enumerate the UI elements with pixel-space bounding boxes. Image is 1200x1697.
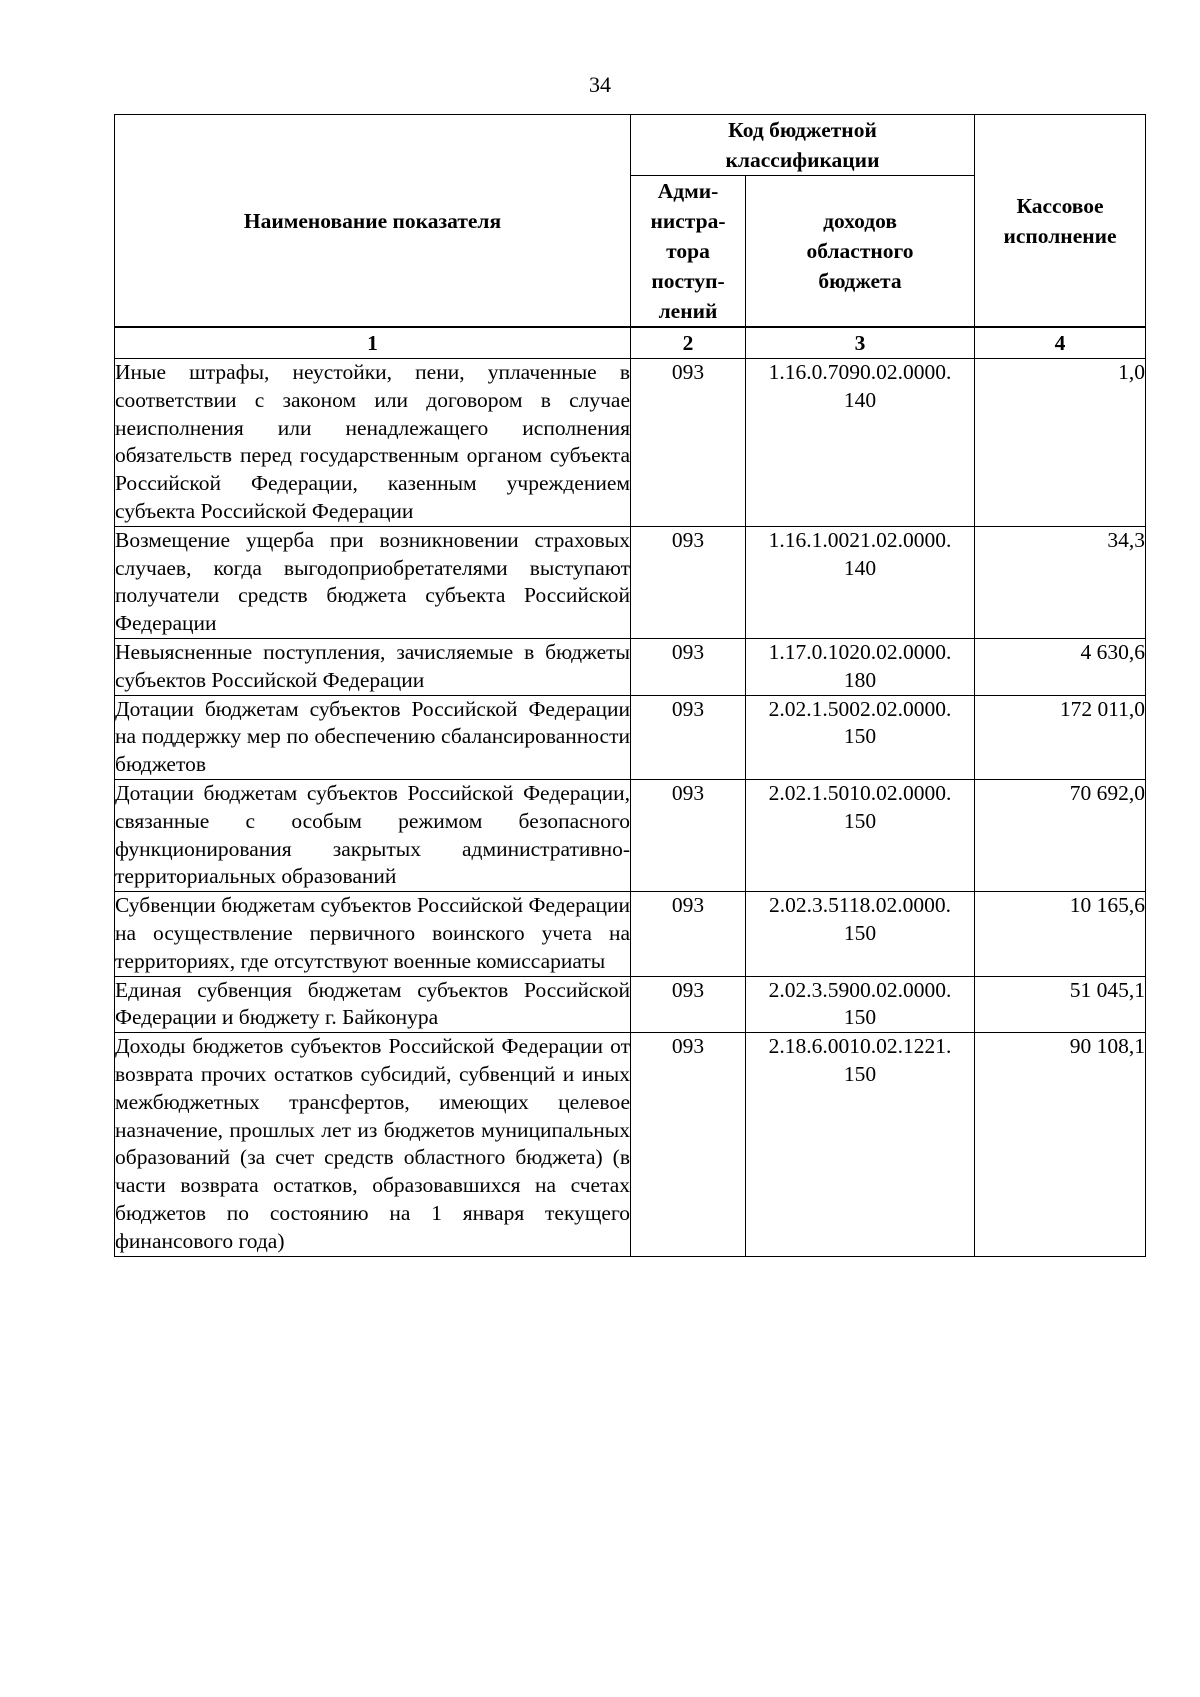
income-code-part-2: 150: [843, 1061, 877, 1086]
table-row: [115, 779, 1146, 891]
header-cash-execution: [975, 115, 1146, 328]
income-code: [746, 359, 975, 527]
income-code-part-1: 2.02.3.5900.02.0000.: [768, 977, 952, 1002]
header-admin-line-1: Адми-: [657, 179, 719, 203]
cash-execution-amount: 34,3: [975, 526, 1146, 638]
header-budget-classification-code: [631, 115, 975, 176]
header-revenue-administrator: [631, 176, 746, 328]
administrator-code: 093: [631, 779, 746, 891]
income-code-part-2: 180: [843, 667, 877, 692]
column-number-row: [115, 327, 1146, 359]
column-number: 3: [746, 327, 975, 359]
administrator-code: 093: [631, 892, 746, 976]
cash-execution-amount: 1,0: [975, 359, 1146, 527]
income-code: [746, 695, 975, 779]
income-code: [746, 976, 975, 1033]
header-income-line-1: доходов: [823, 209, 897, 233]
table-body: [115, 359, 1146, 1257]
income-code-part-2: 150: [843, 920, 877, 945]
income-code-part-1: 2.02.3.5118.02.0000.: [769, 893, 951, 918]
table-row: [115, 1033, 1146, 1256]
indicator-name: Невыясненные поступления, зачисляемые в бюджеты субъектов Российской Федерации: [115, 638, 631, 695]
cash-execution-amount: 10 165,6: [975, 892, 1146, 976]
header-exec-line-1: Кассовое: [1016, 193, 1104, 218]
header-admin-line-4: поступ-: [651, 269, 725, 293]
income-code-part-1: 2.18.6.0010.02.1221.: [768, 1034, 952, 1059]
income-code: [746, 779, 975, 891]
header-admin-line-5: лений: [658, 299, 718, 323]
income-code-part-1: 1.16.0.7090.02.0000.: [768, 360, 952, 384]
administrator-code: 093: [631, 359, 746, 527]
header-group-line-2: классификации: [725, 148, 880, 172]
income-code: [746, 638, 975, 695]
income-code-part-2: 140: [843, 555, 877, 580]
table-row: [115, 976, 1146, 1033]
indicator-name: Доходы бюджетов субъектов Российской Федерации от возврата прочих остатков субсидий, субвенций и иных межбюджетных трансфертов, имеющих целевое назначение, прошлых лет из бюджетов муниципальных образований (за счет средств областного бюджета) (в части возврата остатков, образовавшихся на счетах бюджетов по состоянию на 1 января текущего финансового года): [115, 1033, 631, 1256]
administrator-code: 093: [631, 638, 746, 695]
indicator-name: Дотации бюджетам субъектов Российской Федерации на поддержку мер по обеспечению сбалансированности бюджетов: [115, 695, 631, 779]
column-number: 1: [115, 327, 631, 359]
cash-execution-amount: 70 692,0: [975, 779, 1146, 891]
cash-execution-amount: 90 108,1: [975, 1033, 1146, 1256]
administrator-code: 093: [631, 695, 746, 779]
indicator-name: Возмещение ущерба при возникновении страховых случаев, когда выгодоприобретателями выступают получатели средств бюджета субъекта Российской Федерации: [115, 526, 631, 638]
header-income-line-3: бюджета: [818, 269, 902, 293]
income-code: [746, 526, 975, 638]
page-number: 34: [589, 72, 611, 97]
income-code-part-1: 2.02.1.5010.02.0000.: [768, 780, 952, 805]
header-admin-line-2: нистра-: [650, 209, 726, 233]
table-row: [115, 892, 1146, 976]
cash-execution-amount: 51 045,1: [975, 976, 1146, 1033]
header-income-line-2: областного: [806, 239, 914, 263]
income-code: [746, 1033, 975, 1256]
table-row: [115, 695, 1146, 779]
column-number: 2: [631, 327, 746, 359]
income-code-part-2: 150: [843, 1005, 877, 1030]
header-group-line-1: Код бюджетной: [728, 118, 877, 142]
header-indicator-name: Наименование показателя: [115, 115, 631, 328]
indicator-name: Единая субвенция бюджетам субъектов Российской Федерации и бюджету г. Байконура: [115, 976, 631, 1033]
table-row: [115, 526, 1146, 638]
income-code-part-2: 150: [843, 808, 877, 833]
indicator-name: Дотации бюджетам субъектов Российской Федерации, связанные с особым режимом безопасного функционирования закрытых административно-территориальных образований: [115, 779, 631, 891]
header-exec-line-2: исполнение: [1003, 223, 1117, 248]
table-row: [115, 638, 1146, 695]
table-header: [115, 115, 1146, 359]
income-code-part-1: 1.17.0.1020.02.0000.: [768, 639, 952, 664]
header-admin-line-3: тора: [666, 239, 710, 263]
income-code-part-2: 150: [843, 724, 877, 749]
indicator-name: Субвенции бюджетам субъектов Российской Федерации на осуществление первичного воинского учета на территориях, где отсутствуют военные комиссариаты: [115, 892, 631, 976]
administrator-code: 093: [631, 976, 746, 1033]
cash-execution-amount: 4 630,6: [975, 638, 1146, 695]
column-number: 4: [975, 327, 1146, 359]
table-row: [115, 359, 1146, 527]
income-code: [746, 892, 975, 976]
indicator-name: Иные штрафы, неустойки, пени, уплаченные в соответствии с законом или договором в случае неисполнения или ненадлежащего исполнения обязательств перед государственным органом субъекта Российской Федерации, казенным учреждением субъекта Российской Федерации: [115, 359, 631, 527]
administrator-code: 093: [631, 1033, 746, 1256]
income-code-part-1: 2.02.1.5002.02.0000.: [768, 696, 952, 721]
income-code-part-1: 1.16.1.0021.02.0000.: [768, 527, 952, 552]
cash-execution-amount: 172 011,0: [975, 695, 1146, 779]
header-regional-budget-income: [746, 176, 975, 328]
income-code-part-2: 140: [843, 387, 877, 412]
administrator-code: 093: [631, 526, 746, 638]
budget-revenue-table: [114, 114, 1146, 1257]
